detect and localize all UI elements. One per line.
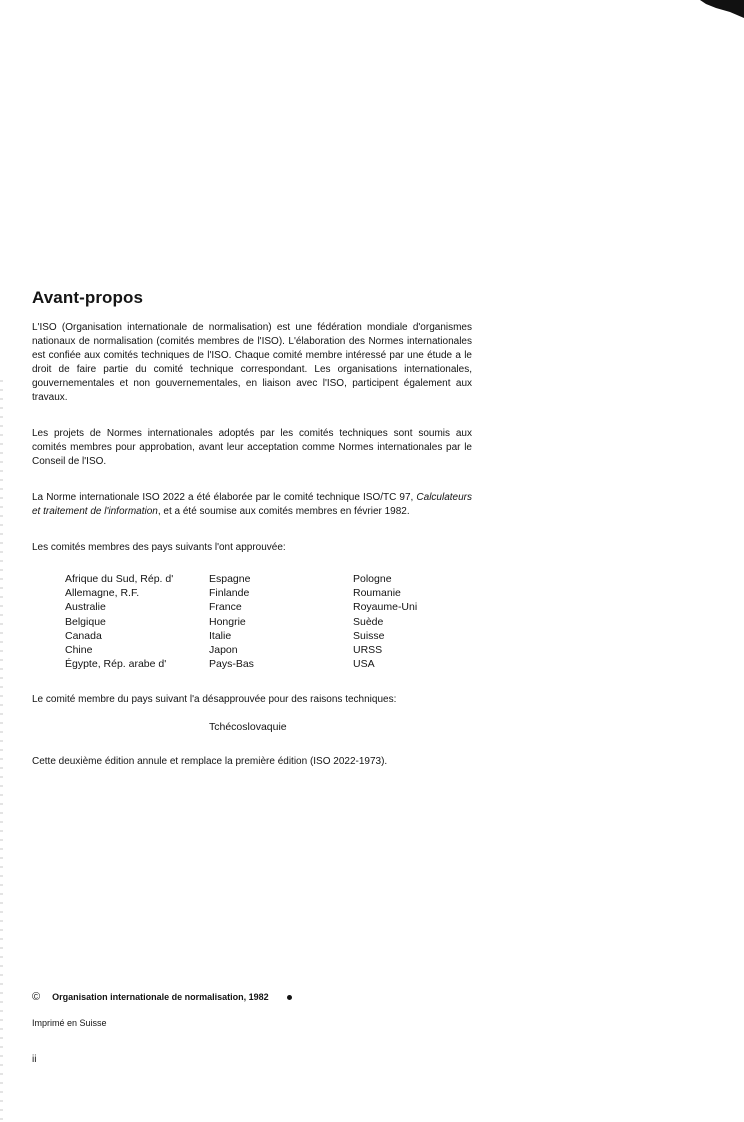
copyright-line — [32, 991, 472, 1003]
copyright-text: Organisation internationale de normalisation, 1982 — [52, 992, 269, 1002]
country-item: Allemagne, R.F. — [65, 587, 140, 600]
foreword-paragraph-1: L'ISO (Organisation internationale de normalisation) est une fédération mondiale d'organismes nationaux de normalisation (comités membres de l'ISO). L'élaboration des Normes internationales est confiée aux comités techniques de l'ISO. Chaque comité membre intéressé par une étude a le droit de faire partie du comité technique correspondant. Les organisations internationales, gouvernementales et non gouvernementales, en liaison avec l'ISO, participent également aux travaux. — [32, 322, 472, 403]
country-item: URSS — [353, 644, 383, 657]
page-number: ii — [32, 1054, 37, 1065]
copyright-symbol: © — [32, 991, 41, 1003]
country-item: Finlande — [209, 587, 250, 600]
country-item: Royaume-Uni — [353, 601, 418, 614]
country-item: France — [209, 601, 242, 614]
p3-text-before: La Norme internationale ISO 2022 a été élaborée par le comité technique ISO/TC 97, — [32, 492, 417, 503]
disapproval-intro: Le comité membre du pays suivant l'a désapprouvée pour des raisons techniques: — [32, 694, 397, 706]
country-item: Afrique du Sud, Rép. d' — [65, 573, 174, 585]
country-item: Égypte, Rép. arabe d' — [65, 658, 167, 671]
corner-scan-mark — [700, 0, 744, 20]
p3-text-after: , et a été soumise aux comités membres en février 1982. — [157, 506, 410, 517]
foreword-title: Avant-propos — [32, 288, 144, 307]
country-item: Italie — [209, 629, 232, 642]
country-item: Pologne — [353, 573, 392, 585]
bullet-icon — [287, 995, 292, 1000]
foreword-paragraph-2: Les projets de Normes internationales adoptés par les comités techniques sont soumis aux comités membres pour approbation, avant leur acceptation comme Normes internationales par le Conseil de l'ISO. — [32, 428, 472, 467]
country-item: USA — [353, 658, 375, 671]
country-item: Belgique — [65, 615, 106, 628]
edition-note: Cette deuxième édition annule et remplace la première édition (ISO 2022-1973). — [32, 756, 388, 768]
country-item: Suisse — [353, 629, 385, 642]
scan-edge-artifact — [0, 380, 3, 1122]
approving-countries-list — [65, 572, 472, 671]
country-item: Suède — [353, 615, 384, 628]
country-item: Canada — [65, 629, 102, 642]
country-item: Australie — [65, 601, 106, 614]
country-item: Roumanie — [353, 587, 401, 600]
country-item: Chine — [65, 644, 93, 657]
disapproving-country: Tchécoslovaquie — [209, 721, 287, 734]
foreword-section — [32, 288, 472, 769]
foreword-paragraph-3 — [32, 491, 472, 519]
page-footer — [32, 991, 472, 1065]
country-item: Pays-Bas — [209, 658, 254, 671]
country-item: Espagne — [209, 573, 251, 585]
committee-title: Calculateurs et traitement de l'information — [32, 492, 472, 517]
country-item: Japon — [209, 644, 238, 657]
printed-location: Imprimé en Suisse — [32, 1018, 107, 1028]
country-item: Hongrie — [209, 615, 246, 628]
approval-intro: Les comités membres des pays suivants l'ont approuvée: — [32, 542, 286, 553]
